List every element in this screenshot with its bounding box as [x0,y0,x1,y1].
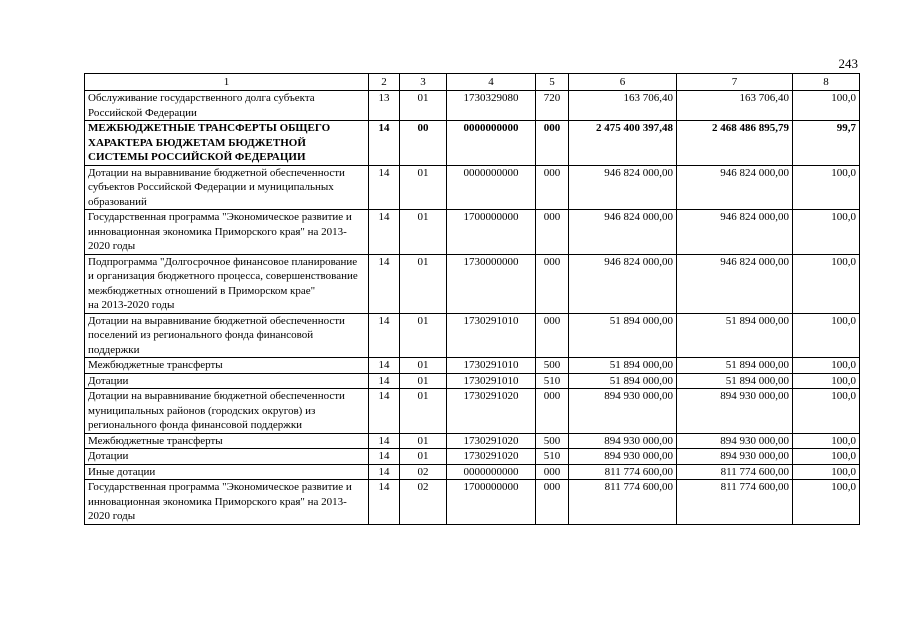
expense-type-cell: 500 [536,433,569,449]
column-number-8: 8 [793,74,860,91]
execution-percent-cell: 100,0 [793,254,860,313]
section-code-cell: 14 [369,210,400,255]
subsection-code-cell: 01 [400,389,447,434]
execution-percent-cell: 99,7 [793,121,860,166]
executed-amount-cell: 51 894 000,00 [677,358,793,374]
planned-amount-cell: 163 706,40 [569,91,677,121]
column-number-1: 1 [85,74,369,91]
section-code-cell: 14 [369,254,400,313]
executed-amount-cell: 163 706,40 [677,91,793,121]
row-name-cell: Дотации на выравнивание бюджетной обеспеченности субъектов Российской Федерации и муниципальных образований [85,165,369,210]
expense-type-cell: 000 [536,210,569,255]
table-row [85,480,860,525]
target-article-cell: 0000000000 [447,165,536,210]
planned-amount-cell: 894 930 000,00 [569,433,677,449]
section-code-cell: 14 [369,449,400,465]
planned-amount-cell: 51 894 000,00 [569,358,677,374]
row-name-cell: Иные дотации [85,464,369,480]
row-name-cell: МЕЖБЮДЖЕТНЫЕ ТРАНСФЕРТЫ ОБЩЕГО ХАРАКТЕРА БЮДЖЕТАМ БЮДЖЕТНОЙ СИСТЕМЫ РОССИЙСКОЙ ФЕДЕРАЦИИ [85,121,369,166]
expense-type-cell: 000 [536,165,569,210]
section-code-cell: 14 [369,464,400,480]
planned-amount-cell: 51 894 000,00 [569,373,677,389]
executed-amount-cell: 946 824 000,00 [677,210,793,255]
column-number-6: 6 [569,74,677,91]
subsection-code-cell: 02 [400,464,447,480]
executed-amount-cell: 894 930 000,00 [677,433,793,449]
table-row [85,373,860,389]
table-row [85,165,860,210]
section-code-cell: 13 [369,91,400,121]
table-row [85,464,860,480]
expense-type-cell: 510 [536,373,569,389]
table-body [85,91,860,525]
row-name-cell: Государственная программа "Экономическое развитие и инновационная экономика Приморского края" на 2013-2020 годы [85,480,369,525]
table-row [85,254,860,313]
planned-amount-cell: 2 475 400 397,48 [569,121,677,166]
target-article-cell: 1730291010 [447,358,536,374]
subsection-code-cell: 01 [400,165,447,210]
executed-amount-cell: 51 894 000,00 [677,373,793,389]
subsection-code-cell: 01 [400,254,447,313]
section-code-cell: 14 [369,358,400,374]
target-article-cell: 1730291020 [447,389,536,434]
executed-amount-cell: 2 468 486 895,79 [677,121,793,166]
section-code-cell: 14 [369,373,400,389]
table-row [85,91,860,121]
table-row [85,210,860,255]
page-number: 243 [838,56,858,71]
executed-amount-cell: 811 774 600,00 [677,464,793,480]
planned-amount-cell: 946 824 000,00 [569,254,677,313]
executed-amount-cell: 946 824 000,00 [677,254,793,313]
target-article-cell: 1730291010 [447,373,536,389]
column-number-3: 3 [400,74,447,91]
target-article-cell: 1700000000 [447,480,536,525]
executed-amount-cell: 894 930 000,00 [677,389,793,434]
execution-percent-cell: 100,0 [793,210,860,255]
subsection-code-cell: 01 [400,358,447,374]
column-number-5: 5 [536,74,569,91]
target-article-cell: 1730291020 [447,433,536,449]
column-number-row [85,74,860,91]
target-article-cell: 0000000000 [447,121,536,166]
planned-amount-cell: 946 824 000,00 [569,210,677,255]
table-row [85,449,860,465]
row-name-cell: Дотации на выравнивание бюджетной обеспеченности муниципальных районов (городских округов) из регионального фонда финансовой поддержки [85,389,369,434]
column-number-2: 2 [369,74,400,91]
expense-type-cell: 000 [536,480,569,525]
subsection-code-cell: 00 [400,121,447,166]
planned-amount-cell: 51 894 000,00 [569,313,677,358]
table-row [85,313,860,358]
row-name-cell: Межбюджетные трансферты [85,358,369,374]
target-article-cell: 1730000000 [447,254,536,313]
table-row [85,433,860,449]
target-article-cell: 1700000000 [447,210,536,255]
column-number-4: 4 [447,74,536,91]
executed-amount-cell: 811 774 600,00 [677,480,793,525]
expense-type-cell: 000 [536,254,569,313]
execution-percent-cell: 100,0 [793,358,860,374]
subsection-code-cell: 01 [400,91,447,121]
target-article-cell: 1730291020 [447,449,536,465]
planned-amount-cell: 946 824 000,00 [569,165,677,210]
column-number-7: 7 [677,74,793,91]
target-article-cell: 0000000000 [447,464,536,480]
section-code-cell: 14 [369,389,400,434]
execution-percent-cell: 100,0 [793,373,860,389]
row-name-cell: Подпрограмма "Долгосрочное финансовое планирование и организация бюджетного процесса, совершенствование межбюджетных отношений в Приморском крае" на 2013-2020 годы [85,254,369,313]
subsection-code-cell: 02 [400,480,447,525]
table-row [85,389,860,434]
section-code-cell: 14 [369,121,400,166]
section-code-cell: 14 [369,313,400,358]
row-name-cell: Дотации [85,449,369,465]
row-name-cell: Межбюджетные трансферты [85,433,369,449]
subsection-code-cell: 01 [400,433,447,449]
execution-percent-cell: 100,0 [793,165,860,210]
budget-table [84,73,860,525]
planned-amount-cell: 811 774 600,00 [569,464,677,480]
expense-type-cell: 000 [536,121,569,166]
subsection-code-cell: 01 [400,449,447,465]
expense-type-cell: 720 [536,91,569,121]
planned-amount-cell: 894 930 000,00 [569,389,677,434]
table-row [85,121,860,166]
table-row [85,358,860,374]
execution-percent-cell: 100,0 [793,449,860,465]
execution-percent-cell: 100,0 [793,313,860,358]
expense-type-cell: 000 [536,389,569,434]
executed-amount-cell: 946 824 000,00 [677,165,793,210]
executed-amount-cell: 894 930 000,00 [677,449,793,465]
row-name-cell: Государственная программа "Экономическое развитие и инновационная экономика Приморского края" на 2013-2020 годы [85,210,369,255]
subsection-code-cell: 01 [400,373,447,389]
expense-type-cell: 000 [536,464,569,480]
execution-percent-cell: 100,0 [793,464,860,480]
planned-amount-cell: 811 774 600,00 [569,480,677,525]
execution-percent-cell: 100,0 [793,433,860,449]
planned-amount-cell: 894 930 000,00 [569,449,677,465]
row-name-cell: Обслуживание государственного долга субъекта Российской Федерации [85,91,369,121]
target-article-cell: 1730329080 [447,91,536,121]
expense-type-cell: 510 [536,449,569,465]
subsection-code-cell: 01 [400,313,447,358]
row-name-cell: Дотации на выравнивание бюджетной обеспеченности поселений из регионального фонда финансовой поддержки [85,313,369,358]
execution-percent-cell: 100,0 [793,389,860,434]
subsection-code-cell: 01 [400,210,447,255]
expense-type-cell: 500 [536,358,569,374]
expense-type-cell: 000 [536,313,569,358]
row-name-cell: Дотации [85,373,369,389]
executed-amount-cell: 51 894 000,00 [677,313,793,358]
section-code-cell: 14 [369,480,400,525]
execution-percent-cell: 100,0 [793,91,860,121]
section-code-cell: 14 [369,433,400,449]
section-code-cell: 14 [369,165,400,210]
execution-percent-cell: 100,0 [793,480,860,525]
target-article-cell: 1730291010 [447,313,536,358]
